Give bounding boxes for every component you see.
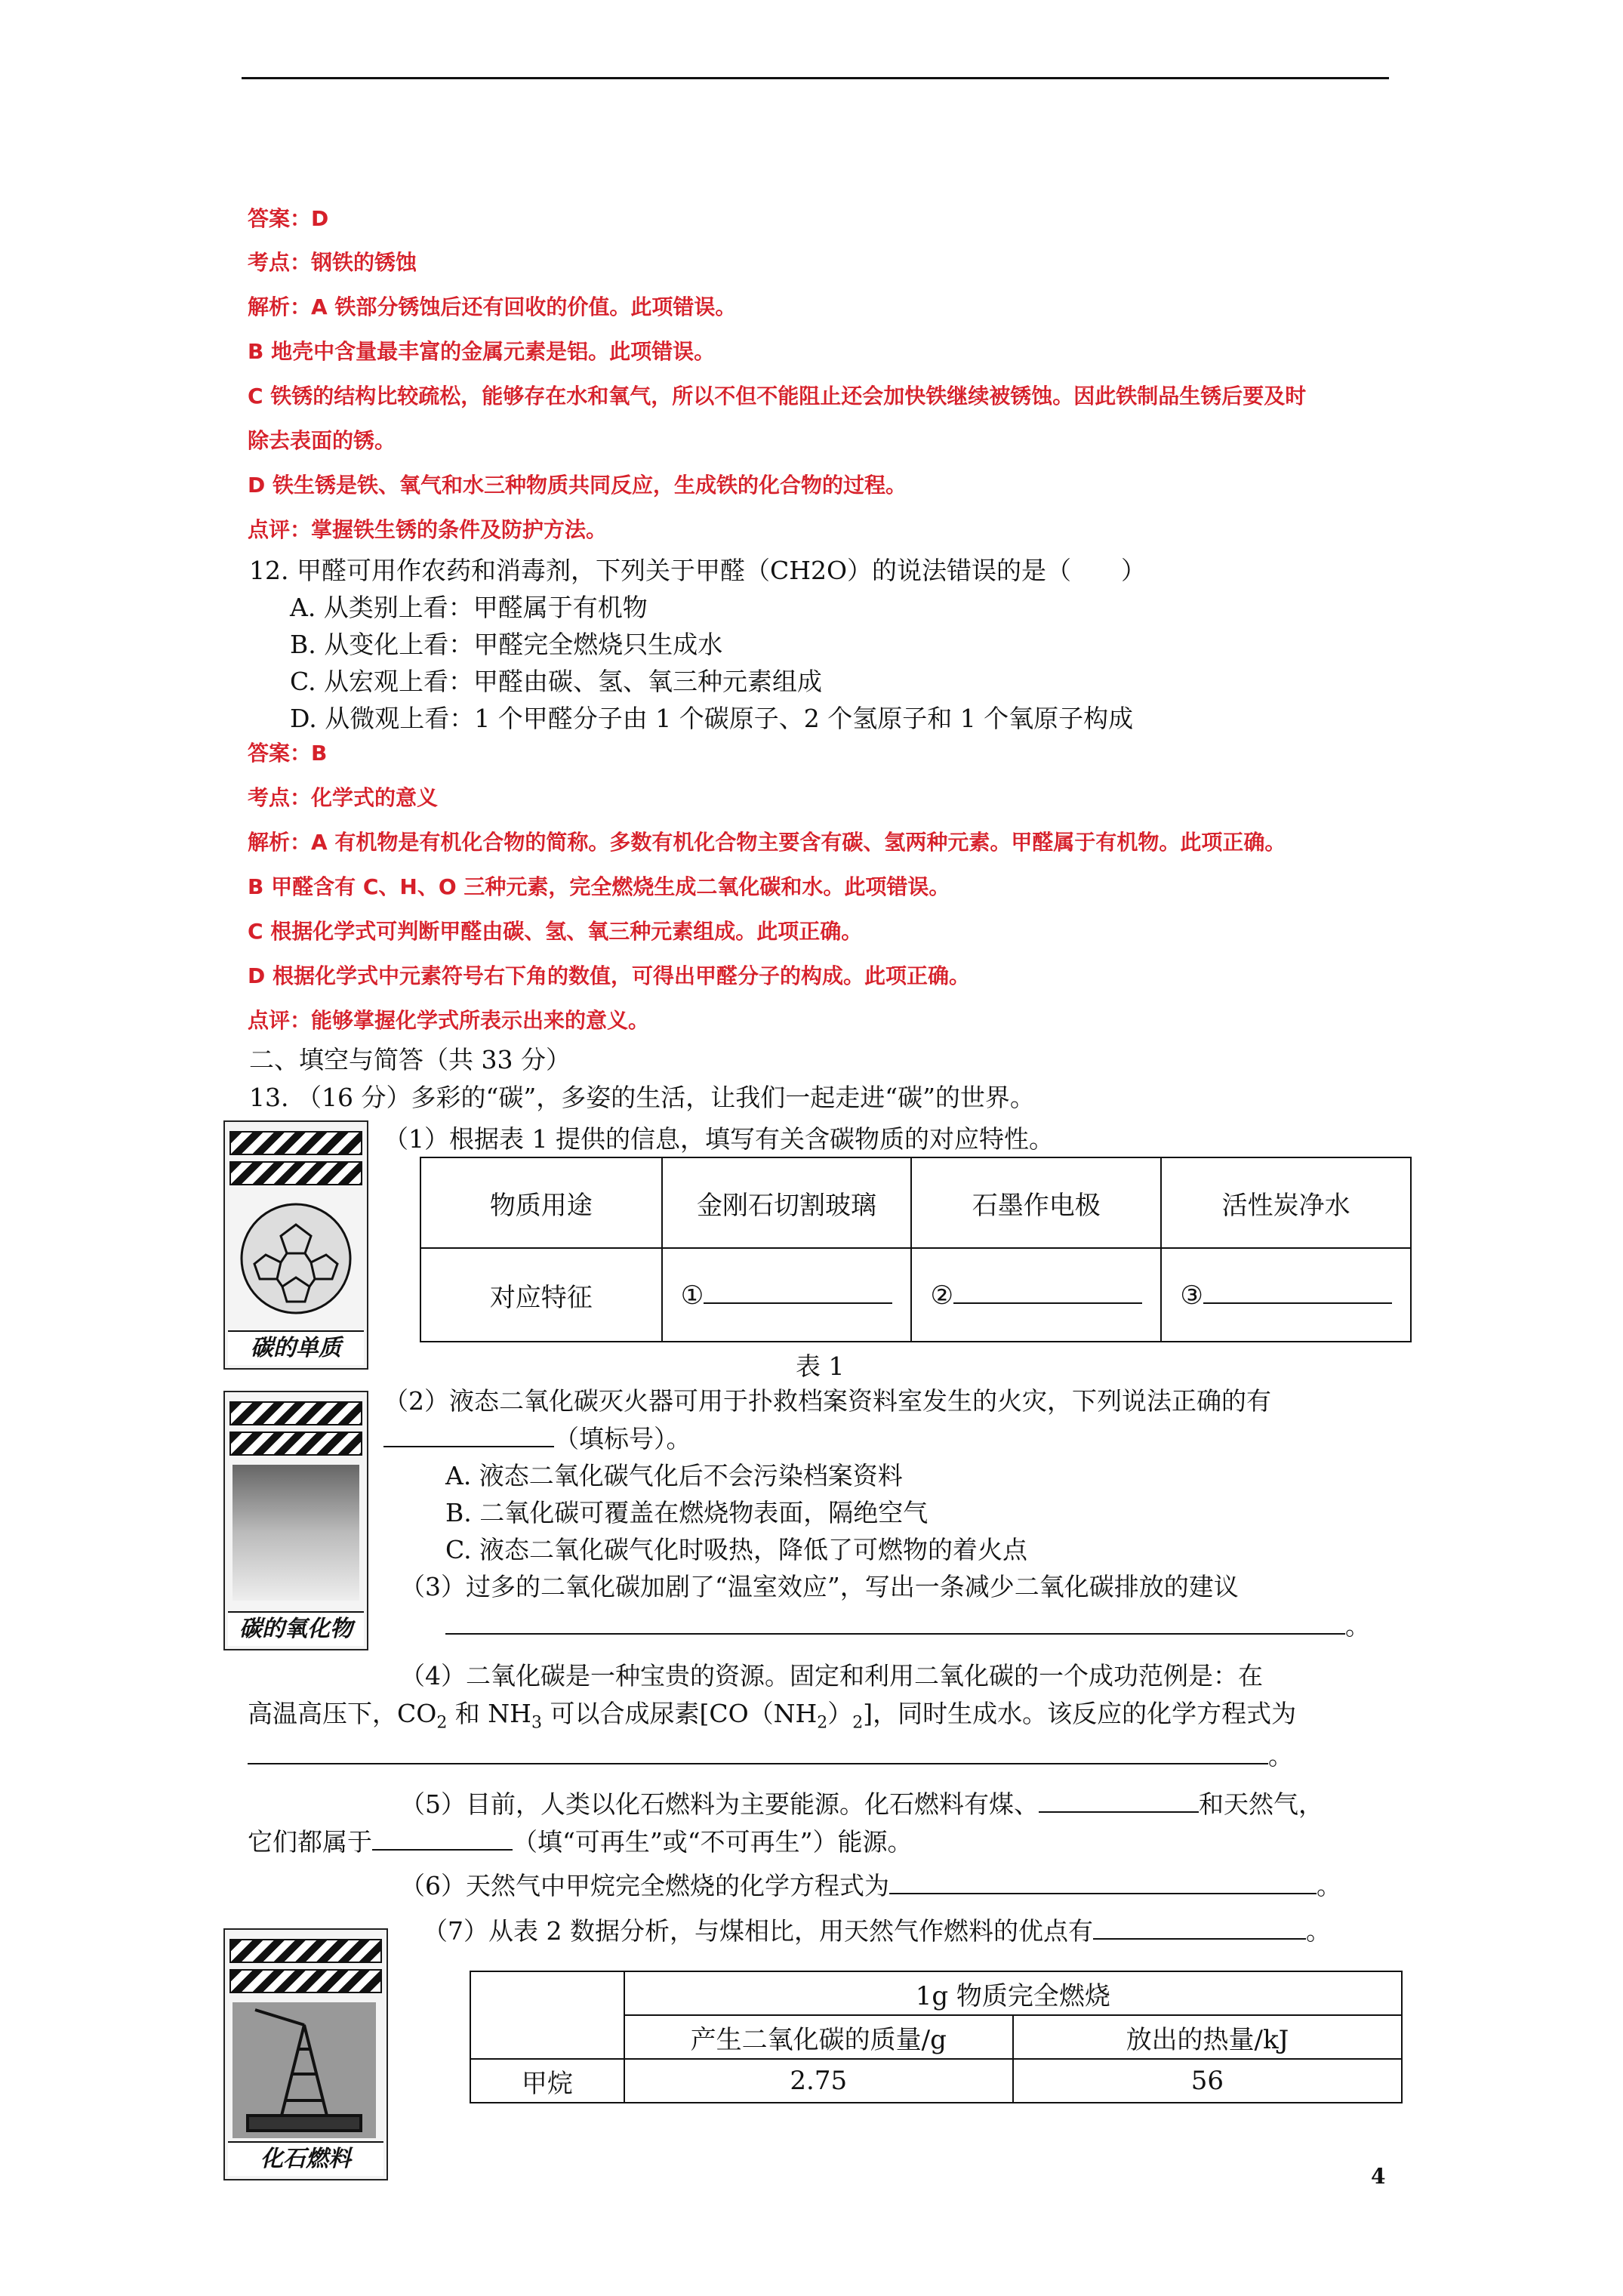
q12-option-b: B. 从变化上看：甲醛完全燃烧只生成水 — [290, 630, 723, 659]
header-rule — [242, 77, 1389, 79]
q13-stem: 13. （16 分）多彩的“碳”，多姿的生活，让我们一起走进“碳”的世界。 — [249, 1083, 1035, 1112]
q11-analysis-a: 解析：A 铁部分锈蚀后还有回收的价值。此项错误。 — [248, 294, 737, 319]
page-number: 4 — [1371, 2164, 1386, 2189]
q13-part4-line1: （4）二氧化碳是一种宝贵的资源。固定和利用二氧化碳的一个成功范例是：在 — [400, 1661, 1263, 1690]
carbon-oxide-image — [223, 1391, 368, 1650]
table2-header-co2: 产生二氧化碳的质量/g — [624, 2015, 1013, 2059]
table1-blank-2[interactable] — [911, 1248, 1161, 1342]
q13-part2-line2: （填标号）。 — [383, 1419, 691, 1455]
answer-blank-5b[interactable] — [372, 1826, 513, 1851]
section-title: 二、填空与简答（共 33 分） — [249, 1045, 571, 1074]
q13-part7: （7）从表 2 数据分析，与煤相比，用天然气作燃料的优点有 。 — [423, 1916, 1331, 1946]
q11-analysis-c1: C 铁锈的结构比较疏松，能够存在水和氧气，所以不但不能阻止还会加快铁继续被锈蚀。因此铁制品生锈后要及时 — [248, 384, 1307, 408]
q12-option-c: C. 从宏观上看：甲醛由碳、氢、氧三种元素组成 — [290, 667, 823, 696]
carbon-oxide-label: 碳的氧化物 — [228, 1611, 364, 1646]
table-2 — [470, 1971, 1403, 2103]
fossil-fuel-image — [223, 1928, 388, 2180]
table1-caption: 表 1 — [796, 1351, 845, 1381]
co2-cloud-icon — [233, 1465, 359, 1601]
table1-header-activated-carbon: 活性炭净水 — [1161, 1157, 1411, 1248]
q12-analysis-c: C 根据化学式可判断甲醛由碳、氢、氧三种元素组成。此项正确。 — [248, 919, 863, 944]
q13-part5-line2: 它们都属于 （填“可再生”或“不可再生”）能源。 — [248, 1827, 913, 1857]
answer-blank-4[interactable] — [248, 1740, 1268, 1764]
answer-blank-2[interactable] — [383, 1423, 554, 1447]
table2-empty-corner — [470, 1971, 624, 2059]
q12-analysis-a: 解析：A 有机物是有机化合物的简称。多数有机化合物主要含有碳、氢两种元素。甲醛属于有机物。此项正确。 — [248, 830, 1286, 855]
q12-analysis-d: D 根据化学式中元素符号右下角的数值，可得出甲醛分子的构成。此项正确。 — [248, 963, 970, 988]
q12-point: 考点：化学式的意义 — [248, 785, 439, 810]
q13-part5-line1: （5）目前，人类以化石燃料为主要能源。化石燃料有煤、 和天然气， — [400, 1789, 1323, 1819]
q13-part1: （1）根据表 1 提供的信息，填写有关含碳物质的对应特性。 — [383, 1124, 1054, 1154]
answer-blank-6[interactable] — [889, 1870, 1317, 1894]
carbon-element-image — [223, 1120, 368, 1370]
answer-blank-3[interactable] — [445, 1610, 1345, 1635]
blank-mark-3: ③ — [1180, 1280, 1203, 1311]
fossil-fuel-label: 化石燃料 — [228, 2141, 383, 2176]
blank-mark-2: ② — [930, 1280, 954, 1311]
answer-blank-7[interactable] — [1093, 1915, 1306, 1940]
q12-analysis-b: B 甲醛含有 C、H、O 三种元素，完全燃烧生成二氧化碳和水。此项错误。 — [248, 874, 950, 899]
table1-feature-label: 对应特征 — [420, 1248, 662, 1342]
q13-part3-blank-line: 。 — [445, 1607, 1370, 1642]
q13-part2-line1: （2）液态二氧化碳灭火器可用于扑救档案资料室发生的火灾，下列说法正确的有 — [383, 1386, 1271, 1416]
table2-methane-co2: 2.75 — [624, 2059, 1013, 2103]
table2-header-heat: 放出的热量/kJ — [1013, 2015, 1402, 2059]
table1-header-use: 物质用途 — [420, 1157, 662, 1248]
oil-rig-icon — [233, 2002, 376, 2138]
q11-analysis-c2: 除去表面的锈。 — [248, 428, 396, 453]
q13-part4-line2: 高温高压下，$CO_2$ 和 $NH_3$ 可以合成尿素$[CO(NH_2)_2]$，同时生成水。该反应的化学方程式为 — [248, 1699, 1297, 1733]
carbon-element-label: 碳的单质 — [228, 1330, 364, 1365]
q12-option-a: A. 从类别上看：甲醛属于有机物 — [290, 593, 648, 622]
table1-blank-3[interactable] — [1161, 1248, 1411, 1342]
fullerene-icon — [236, 1194, 356, 1323]
table1-header-diamond: 金刚石切割玻璃 — [662, 1157, 912, 1248]
table1-blank-1[interactable] — [662, 1248, 912, 1342]
q13-part6: （6）天然气中甲烷完全燃烧的化学方程式为 。 — [400, 1871, 1341, 1900]
q13-part2-option-b: B. 二氧化碳可覆盖在燃烧物表面，隔绝空气 — [445, 1498, 929, 1527]
table2-header-top: 1g 物质完全燃烧 — [624, 1971, 1402, 2015]
table1-header-graphite: 石墨作电极 — [911, 1157, 1161, 1248]
q13-part3: （3）过多的二氧化碳加剧了“温室效应”，写出一条减少二氧化碳排放的建议 — [400, 1572, 1239, 1601]
q11-answer: 答案：D — [248, 206, 329, 231]
q13-part2-option-c: C. 液态二氧化碳气化时吸热，降低了可燃物的着火点 — [445, 1535, 1028, 1564]
q12-option-d: D. 从微观上看：1 个甲醛分子由 1 个碳原子、2 个氢原子和 1 个氧原子构成 — [290, 704, 1134, 733]
q13-part2-option-a: A. 液态二氧化碳气化后不会污染档案资料 — [445, 1461, 903, 1490]
table2-row-label-methane: 甲烷 — [470, 2059, 624, 2103]
answer-blank-5a[interactable] — [1039, 1789, 1199, 1813]
q11-analysis-d: D 铁生锈是铁、氧气和水三种物质共同反应，生成铁的化合物的过程。 — [248, 473, 907, 498]
table2-methane-heat: 56 — [1013, 2059, 1402, 2103]
q11-analysis-b: B 地壳中含量最丰富的金属元素是铝。此项错误。 — [248, 339, 716, 364]
q11-comment: 点评：掌握铁生锈的条件及防护方法。 — [248, 517, 608, 542]
q12-answer: 答案：B — [248, 741, 328, 766]
q11-point: 考点：钢铁的锈蚀 — [248, 250, 417, 275]
q12-comment: 点评：能够掌握化学式所表示出来的意义。 — [248, 1008, 650, 1033]
q12-stem: 12. 甲醛可用作农药和消毒剂，下列关于甲醛（CH2O）的说法错误的是（ ） — [249, 556, 1147, 585]
table-1 — [420, 1157, 1412, 1342]
q13-part4-blank-line: 。 — [248, 1737, 1293, 1772]
blank-mark-1: ① — [680, 1280, 704, 1311]
